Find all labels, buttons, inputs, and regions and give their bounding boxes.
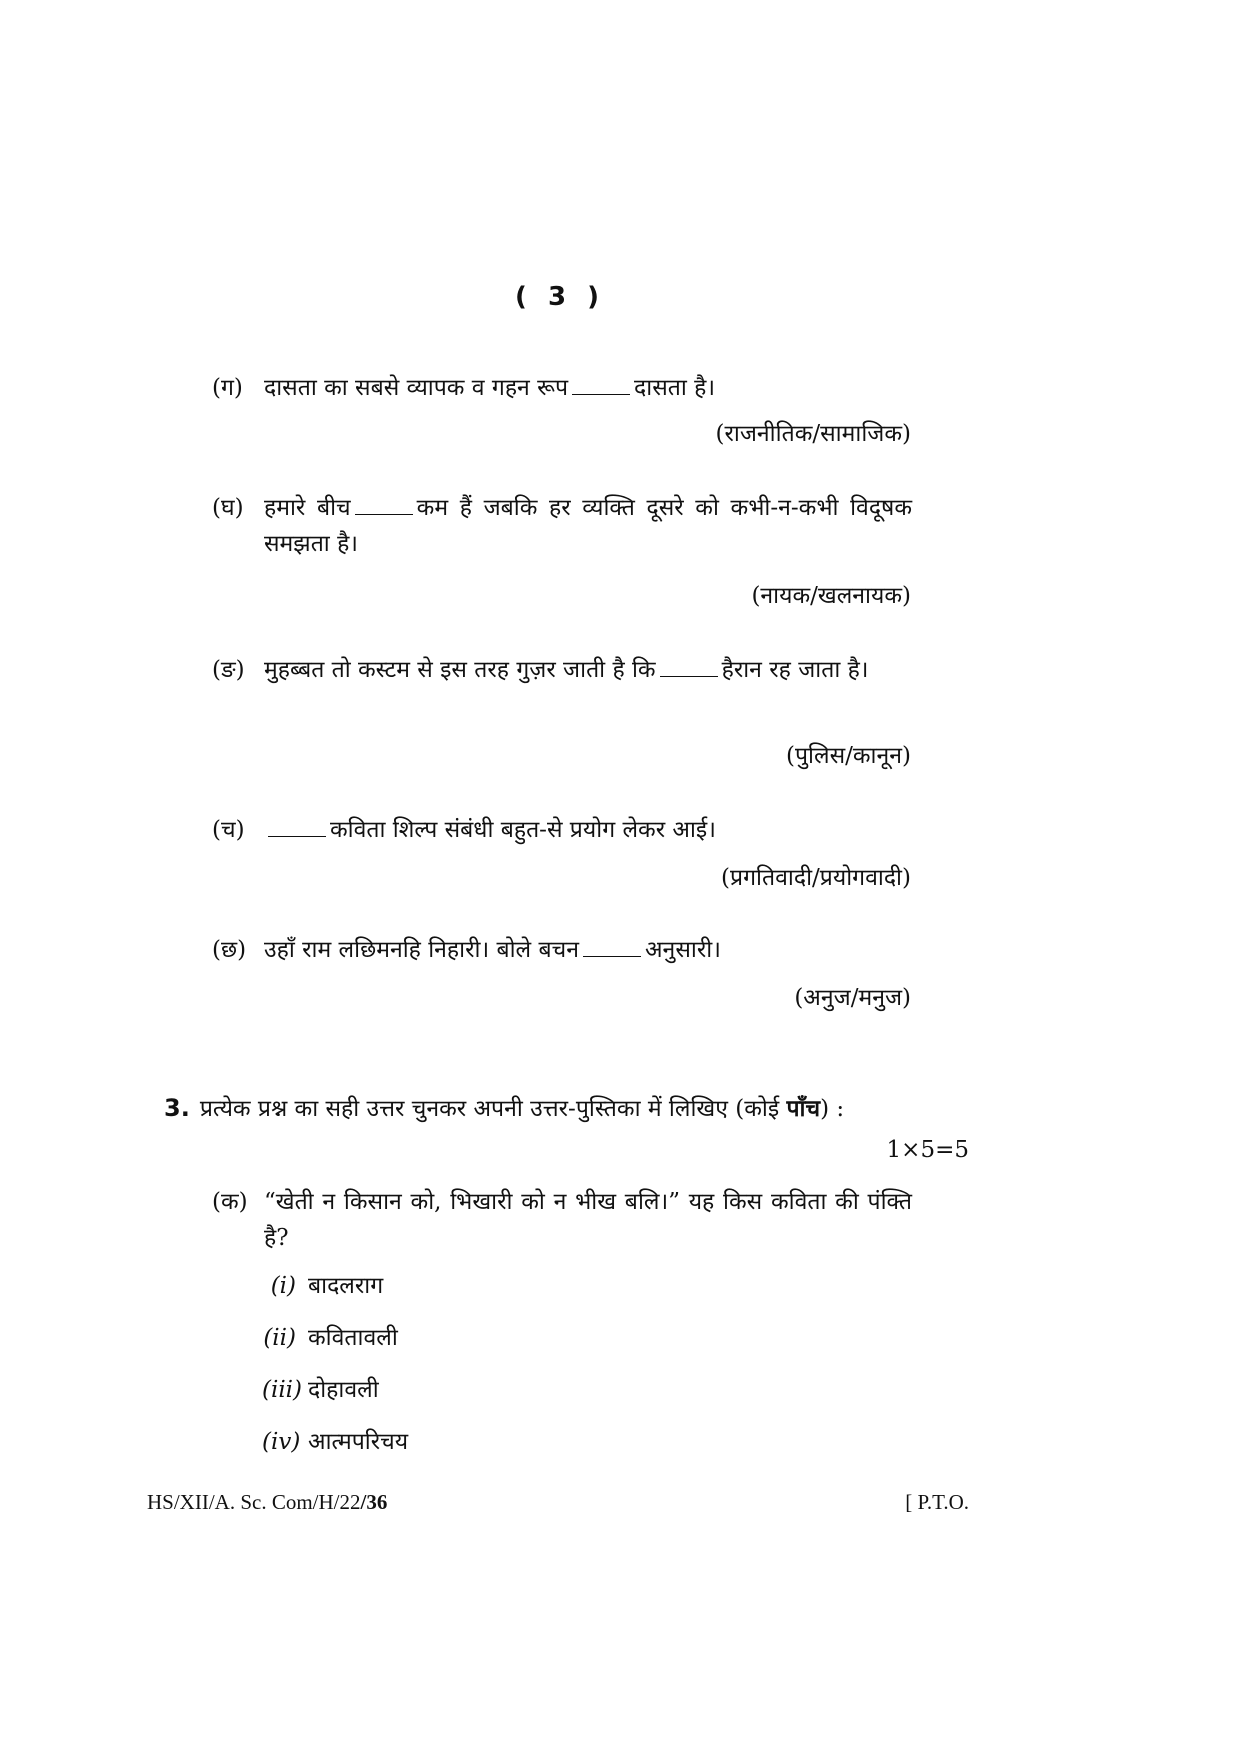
answer-options: (प्रगतिवादी/प्रयोगवादी) — [721, 865, 911, 891]
answer-blank — [572, 374, 630, 395]
question-text-before: उहाँ राम लछिमनहि निहारी। बोले बचन — [264, 937, 579, 963]
answer-options: (अनुज/मनुज) — [794, 985, 911, 1011]
question-marker: (क) — [212, 1189, 248, 1215]
option-text: दोहावली — [308, 1377, 379, 1403]
answer-options: (पुलिस/कानून) — [785, 743, 911, 769]
question-text-before: मुहब्बत तो कस्टम से इस तरह गुज़र जाती है कि — [264, 657, 656, 683]
paper-code-bold: /36 — [360, 1490, 388, 1514]
question-text: “खेती न किसान को, भिखारी को न भीख बलि।” यह किस कविता की पंक्ति है? — [264, 1189, 912, 1251]
question-text-after: हैरान रह जाता है। — [721, 657, 869, 683]
question-text-after: दासता है। — [634, 375, 716, 401]
option-item — [262, 1268, 383, 1304]
question-instruction-end: ) : — [820, 1096, 845, 1122]
question-number: 3. — [164, 1094, 190, 1122]
question-instruction-bold: पाँच — [786, 1095, 821, 1122]
question-item-nga — [212, 652, 912, 688]
option-text: आत्मपरिचय — [308, 1429, 409, 1455]
question-text — [264, 370, 912, 406]
question-text-before: दासता का सबसे व्यापक व गहन रूप — [264, 375, 569, 401]
question-item-chha — [212, 932, 912, 968]
question-text — [264, 812, 912, 848]
option-text: बादलराग — [308, 1273, 384, 1299]
option-number: (ii) — [263, 1325, 296, 1351]
answer-blank — [268, 816, 326, 837]
question-marker: (छ) — [212, 937, 247, 963]
question-text-after: कम हैं जबकि हर व्यक्ति दूसरे को कभी-न-कभी विदूषक समझता है। — [264, 495, 912, 557]
option-item — [262, 1424, 408, 1460]
option-number: (iv) — [262, 1429, 301, 1455]
question-marker: (घ) — [212, 495, 244, 521]
question-marks: 1×5=5 — [886, 1137, 969, 1163]
question-marker: (ग) — [212, 375, 243, 401]
question-text-after: अनुसारी। — [644, 937, 721, 963]
question-marker: (च) — [212, 817, 245, 843]
question-text — [264, 490, 912, 562]
answer-blank — [583, 936, 641, 957]
question-text-before: हमारे बीच — [264, 495, 351, 521]
question-text — [264, 652, 912, 688]
question-item-ga — [212, 370, 912, 406]
option-text: कवितावली — [308, 1325, 398, 1351]
question-text-after: कविता शिल्प संबंधी बहुत-से प्रयोग लेकर आई। — [330, 817, 716, 843]
option-item — [262, 1372, 379, 1408]
question-item-gha — [212, 490, 912, 562]
answer-blank — [355, 494, 413, 515]
question-text — [264, 932, 912, 968]
question-instruction: प्रत्येक प्रश्न का सही उत्तर चुनकर अपनी उत्तर-पुस्तिका में लिखिए (कोई — [199, 1096, 780, 1122]
answer-options: (राजनीतिक/सामाजिक) — [715, 421, 911, 447]
answer-blank — [660, 656, 718, 677]
question-item-cha — [212, 812, 912, 848]
option-item — [262, 1320, 398, 1356]
question-3-heading — [164, 1090, 974, 1127]
question-item-ka — [212, 1184, 912, 1256]
question-marker: (ङ) — [212, 657, 245, 683]
option-number: (i) — [270, 1273, 296, 1299]
please-turn-over: [ P.T.O. — [905, 1490, 969, 1514]
paper-code — [147, 1490, 387, 1515]
option-number: (iii) — [262, 1377, 303, 1403]
answer-options: (नायक/खलनायक) — [751, 583, 911, 609]
page-number: ( 3 ) — [515, 282, 605, 312]
paper-code-text: HS/XII/A. Sc. Com/H/22 — [147, 1490, 361, 1514]
